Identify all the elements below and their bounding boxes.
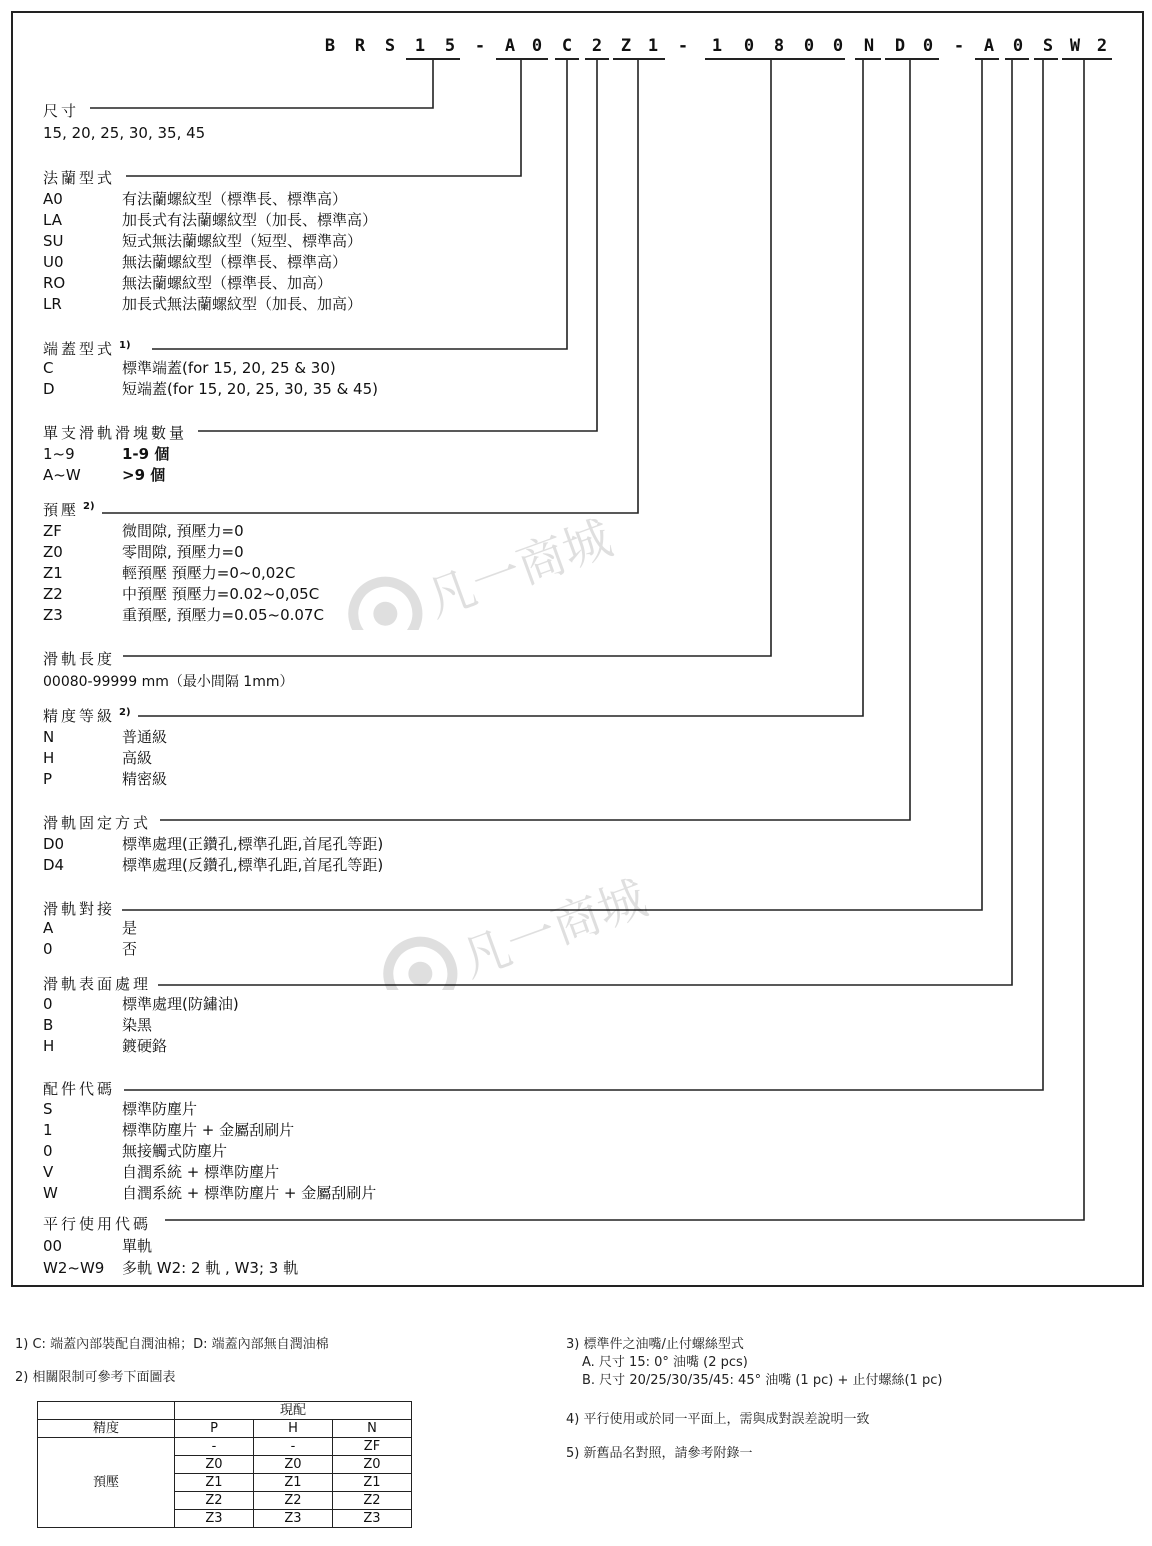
code-char: A bbox=[504, 36, 516, 56]
code-char: 0 bbox=[832, 36, 844, 56]
table-cell: Z1 bbox=[175, 1474, 254, 1492]
code-char: - bbox=[474, 36, 486, 56]
connector-flange bbox=[126, 60, 521, 176]
code-char: C bbox=[561, 36, 573, 56]
code-char: N bbox=[863, 36, 875, 56]
code-underline bbox=[885, 58, 939, 60]
table-row bbox=[38, 1438, 412, 1456]
bearing-logo-icon bbox=[365, 860, 685, 990]
section-title-preload: 預壓 $^{2)}$ bbox=[43, 501, 95, 519]
table-cell: Z2 bbox=[254, 1492, 333, 1510]
code-underline bbox=[585, 58, 609, 60]
size-values: 15, 20, 25, 30, 35, 45 bbox=[43, 124, 206, 142]
connector-rail-mount bbox=[160, 60, 910, 820]
connector-rail-joint bbox=[122, 60, 982, 910]
code-char: A bbox=[983, 36, 995, 56]
code-underline bbox=[1062, 58, 1112, 60]
table-cell: Z1 bbox=[333, 1474, 412, 1492]
code-char: S bbox=[384, 36, 396, 56]
code-char: S bbox=[1042, 36, 1054, 56]
code-char: Z bbox=[620, 36, 632, 56]
table-cell: Z2 bbox=[175, 1492, 254, 1510]
code-char: 1 bbox=[414, 36, 426, 56]
section-title-parallel: 平行使用代碼 bbox=[43, 1215, 152, 1233]
code-char: 0 bbox=[531, 36, 543, 56]
code-char: 2 bbox=[1096, 36, 1108, 56]
code-char: 8 bbox=[773, 36, 785, 56]
section-title-accessory: 配件代碼 bbox=[43, 1080, 116, 1098]
code-char: 0 bbox=[803, 36, 815, 56]
table-header-cell: P bbox=[175, 1420, 254, 1438]
code-char: 1 bbox=[711, 36, 723, 56]
rail-length-values: 00080-99999 mm（最小間隔 1mm） bbox=[43, 674, 294, 690]
table-cell: Z1 bbox=[254, 1474, 333, 1492]
code-underline bbox=[496, 58, 548, 60]
table-caption: 現配 bbox=[175, 1402, 412, 1420]
code-char: R bbox=[354, 36, 366, 56]
bearing-logo-icon bbox=[330, 500, 650, 630]
section-title-block-qty: 單支滑軌滑塊數量 bbox=[43, 424, 188, 442]
section-title-surface: 滑軌表面處理 bbox=[43, 975, 152, 993]
section-title-accuracy: 精度等級 $^{2)}$ bbox=[43, 707, 131, 725]
watermark bbox=[330, 500, 650, 634]
code-char: W bbox=[1069, 36, 1081, 56]
code-underline bbox=[1005, 58, 1029, 60]
table-header-cell: H bbox=[254, 1420, 333, 1438]
code-underline bbox=[613, 58, 665, 60]
table-cell: Z3 bbox=[333, 1510, 412, 1528]
code-char: B bbox=[324, 36, 336, 56]
section-title-size: 尺寸 bbox=[43, 102, 80, 120]
footnote: B. 尺寸 20/25/30/35/45: 45° 油嘴 (1 pc) + 止付螺絲(1 pc) bbox=[582, 1373, 943, 1388]
code-char: 0 bbox=[1012, 36, 1024, 56]
code-underline bbox=[975, 58, 999, 60]
code-underline bbox=[705, 58, 845, 60]
connector-size bbox=[90, 60, 433, 108]
code-char: 0 bbox=[922, 36, 934, 56]
code-underline bbox=[1034, 58, 1058, 60]
table-cell: - bbox=[254, 1438, 333, 1456]
table-col-header: 精度 bbox=[38, 1420, 175, 1438]
table-cell: - bbox=[175, 1438, 254, 1456]
code-char: 2 bbox=[591, 36, 603, 56]
footnote: A. 尺寸 15: 0° 油嘴 (2 pcs) bbox=[582, 1355, 748, 1370]
code-char: - bbox=[677, 36, 689, 56]
footnote: 5) 新舊品名對照，請參考附錄一 bbox=[566, 1446, 753, 1461]
table-cell: ZF bbox=[333, 1438, 412, 1456]
code-char: - bbox=[953, 36, 965, 56]
table-row-header: 預壓 bbox=[38, 1438, 175, 1528]
watermark bbox=[365, 860, 685, 994]
footnote: 2) 相關限制可參考下面圖表 bbox=[15, 1370, 176, 1385]
code-underline bbox=[855, 58, 881, 60]
table-header-cell: N bbox=[333, 1420, 412, 1438]
section-title-rail-mount: 滑軌固定方式 bbox=[43, 814, 152, 832]
footnote: 1) C: 端蓋內部裝配自潤油棉；D: 端蓋內部無自潤油棉 bbox=[15, 1337, 329, 1352]
section-title-rail-length: 滑軌長度 bbox=[43, 650, 116, 668]
footnote: 3) 標準件之油嘴/止付螺絲型式 bbox=[566, 1337, 744, 1352]
code-char: 0 bbox=[743, 36, 755, 56]
table-cell: Z3 bbox=[254, 1510, 333, 1528]
svg-text:凡一商城: 凡一商城 bbox=[419, 510, 620, 629]
table-cell: Z0 bbox=[175, 1456, 254, 1474]
section-title-endcap: 端蓋型式 $^{1)}$ bbox=[43, 340, 131, 358]
footnote: 4) 平行使用或於同一平面上，需與成對誤差說明一致 bbox=[566, 1412, 870, 1427]
code-char: 5 bbox=[444, 36, 456, 56]
code-underline bbox=[555, 58, 579, 60]
code-underline bbox=[406, 58, 460, 60]
table-cell: Z0 bbox=[333, 1456, 412, 1474]
code-char: D bbox=[894, 36, 906, 56]
svg-text:凡一商城: 凡一商城 bbox=[454, 870, 655, 989]
table-cell: Z3 bbox=[175, 1510, 254, 1528]
table-cell: Z2 bbox=[333, 1492, 412, 1510]
code-char: 1 bbox=[647, 36, 659, 56]
table-cell: Z0 bbox=[254, 1456, 333, 1474]
section-title-rail-joint: 滑軌對接 bbox=[43, 900, 116, 918]
section-title-flange: 法蘭型式 bbox=[43, 169, 116, 187]
preload-accuracy-table bbox=[37, 1401, 412, 1528]
